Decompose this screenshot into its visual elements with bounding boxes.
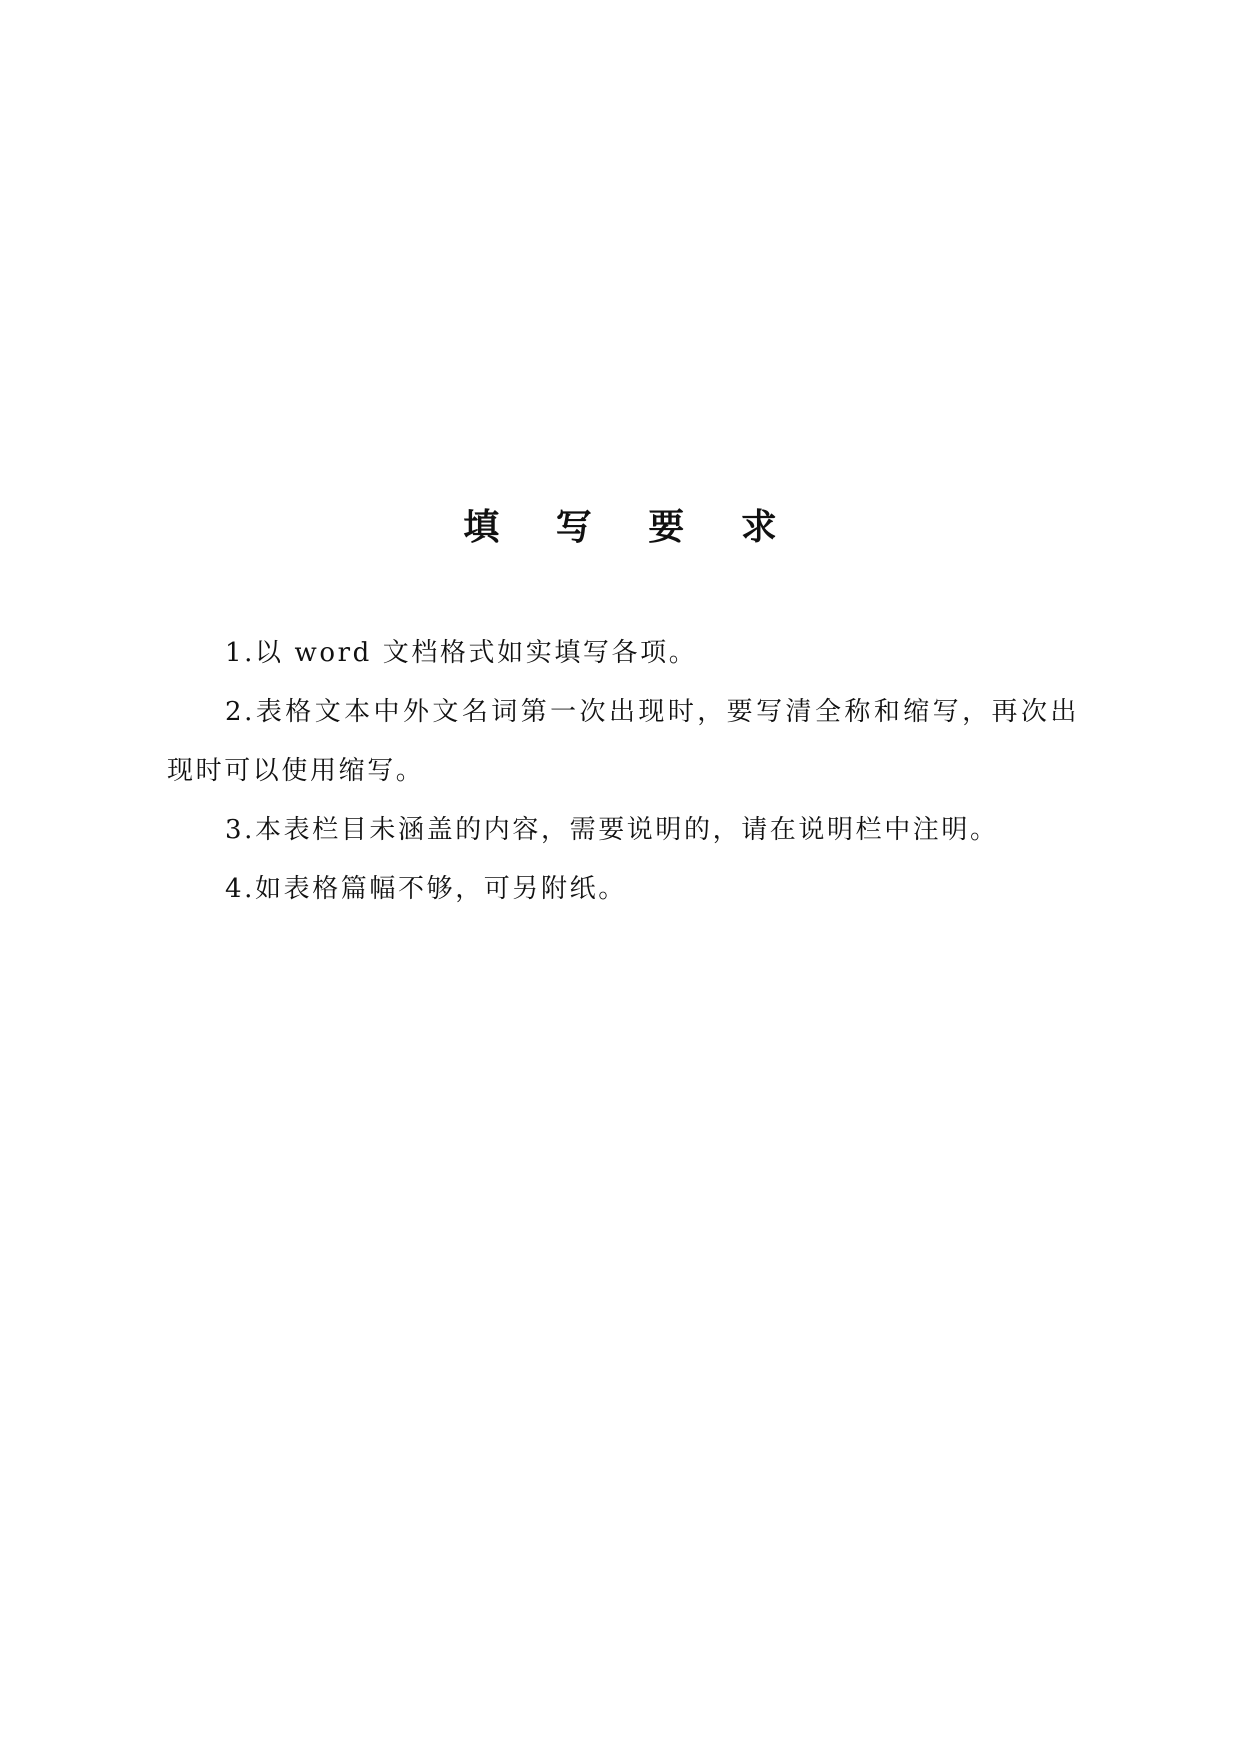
requirements-list <box>167 624 1079 919</box>
requirement-item-1: 1.以 word 文档格式如实填写各项。 <box>225 638 698 668</box>
page-title: 填 写 要 求 <box>463 507 799 549</box>
requirement-item-2: 2.表格文本中外文名词第一次出现时，要写清全称和缩写，再次出现时可以使用缩写。 <box>167 697 1079 786</box>
requirement-item-3: 3.本表栏目未涵盖的内容，需要说明的，请在说明栏中注明。 <box>225 815 999 845</box>
requirement-item-4: 4.如表格篇幅不够，可另附纸。 <box>225 874 627 904</box>
